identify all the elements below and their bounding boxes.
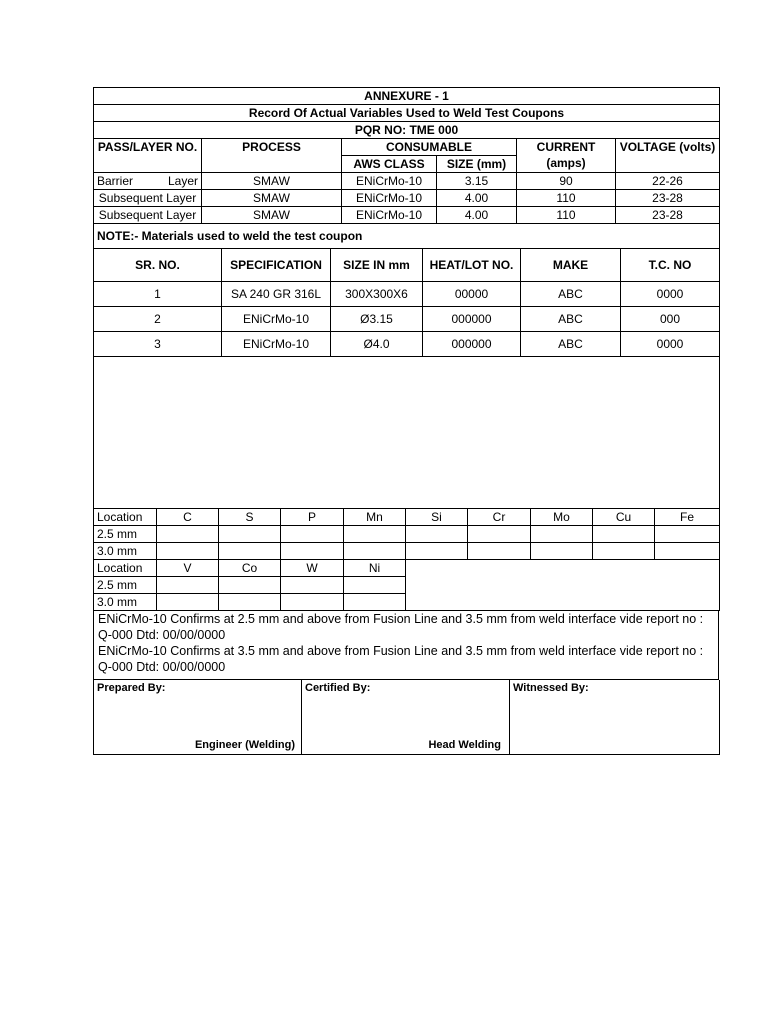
table-row: 3.0 mm xyxy=(94,542,720,559)
weld-variables-table xyxy=(93,87,720,249)
certified-role: Head Welding xyxy=(428,738,501,751)
header-pass-layer: PASS/LAYER NO. xyxy=(94,139,202,173)
voltage-cell: 23-28 xyxy=(616,190,720,207)
chem-header-cr: Cr xyxy=(468,509,531,526)
current-cell: 90 xyxy=(517,173,616,190)
header-size-mm: SIZE IN mm xyxy=(331,249,423,281)
current-cell: 110 xyxy=(517,207,616,224)
size-cell: 3.15 xyxy=(437,173,517,190)
header-current: CURRENT (amps) xyxy=(517,139,616,173)
prepared-role: Engineer (Welding) xyxy=(194,738,295,751)
table-row: 3 ENiCrMo-10 Ø4.0 000000 ABC 0000 xyxy=(94,331,720,356)
confirmation-note: ENiCrMo-10 Confirms at 2.5 mm and above from Fusion Line and 3.5 mm from weld interface vide report no : Q-000 Dtd: 00/00/0000 xyxy=(98,611,704,642)
blank-cell xyxy=(406,559,720,610)
pass-cell: Barrier Layer xyxy=(94,173,202,190)
witnessed-by-cell xyxy=(510,680,720,755)
certified-by-label: Certified By: xyxy=(305,681,371,694)
header-tc-no: T.C. NO xyxy=(621,249,720,281)
confirmation-notes xyxy=(93,611,719,680)
chem-header-location: Location xyxy=(94,509,157,526)
chem-header-w: W xyxy=(281,559,344,576)
annexure-title: ANNEXURE - 1 xyxy=(94,88,720,105)
chem-header-co: Co xyxy=(219,559,281,576)
signature-block xyxy=(93,680,720,755)
table-row: 1 SA 240 GR 316L 300X300X6 00000 ABC 0000 xyxy=(94,281,720,306)
voltage-cell: 22-26 xyxy=(616,173,720,190)
chem-header-v: V xyxy=(157,559,219,576)
chem-header-s: S xyxy=(219,509,281,526)
pass-cell: Subsequent Layer xyxy=(94,190,202,207)
header-specification: SPECIFICATION xyxy=(222,249,331,281)
chem-header-si: Si xyxy=(406,509,468,526)
size-cell: 4.00 xyxy=(437,190,517,207)
table-row: 2 ENiCrMo-10 Ø3.15 000000 ABC 000 xyxy=(94,306,720,331)
chemistry-table xyxy=(93,509,720,611)
chem-header-mn: Mn xyxy=(344,509,406,526)
header-sr-no: SR. NO. xyxy=(94,249,222,281)
chem-header-fe: Fe xyxy=(655,509,720,526)
header-heat-lot: HEAT/LOT NO. xyxy=(423,249,521,281)
aws-cell: ENiCrMo-10 xyxy=(342,207,437,224)
header-process: PROCESS xyxy=(202,139,342,173)
pqr-number: PQR NO: TME 000 xyxy=(94,122,720,139)
document-title: Record Of Actual Variables Used to Weld Test Coupons xyxy=(94,105,720,122)
header-voltage: VOLTAGE (volts) xyxy=(616,139,720,173)
size-cell: 4.00 xyxy=(437,207,517,224)
blank-area xyxy=(94,356,720,508)
chem-header-p: P xyxy=(281,509,344,526)
header-aws-class: AWS CLASS xyxy=(342,156,437,173)
chem-header-ni: Ni xyxy=(344,559,406,576)
materials-table xyxy=(93,249,720,509)
chem-header-location-2: Location xyxy=(94,559,157,576)
table-row: 2.5 mm xyxy=(94,525,720,542)
process-cell: SMAW xyxy=(202,173,342,190)
header-make: MAKE xyxy=(521,249,621,281)
pass-cell: Subsequent Layer xyxy=(94,207,202,224)
current-cell: 110 xyxy=(517,190,616,207)
prepared-by-cell xyxy=(94,680,302,755)
witnessed-by-label: Witnessed By: xyxy=(513,681,589,694)
process-cell: SMAW xyxy=(202,207,342,224)
chem-header-cu: Cu xyxy=(593,509,655,526)
aws-cell: ENiCrMo-10 xyxy=(342,190,437,207)
chem-header-c: C xyxy=(157,509,219,526)
process-cell: SMAW xyxy=(202,190,342,207)
aws-cell: ENiCrMo-10 xyxy=(342,173,437,190)
header-size: SIZE (mm) xyxy=(437,156,517,173)
materials-note: NOTE:- Materials used to weld the test coupon xyxy=(94,224,720,249)
prepared-by-label: Prepared By: xyxy=(97,681,166,694)
table-row xyxy=(94,190,720,207)
certified-by-cell xyxy=(302,680,510,755)
voltage-cell: 23-28 xyxy=(616,207,720,224)
table-row xyxy=(94,207,720,224)
table-row xyxy=(94,173,720,190)
chem-header-mo: Mo xyxy=(531,509,593,526)
table-row: 2.5 mm xyxy=(94,576,720,593)
table-row: 3.0 mm xyxy=(94,593,720,610)
header-consumable: CONSUMABLE xyxy=(342,139,517,156)
confirmation-note: ENiCrMo-10 Confirms at 3.5 mm and above from Fusion Line and 3.5 mm from weld interface vide report no : Q-000 Dtd: 00/00/0000 xyxy=(98,643,704,674)
annexure-document xyxy=(93,87,719,755)
